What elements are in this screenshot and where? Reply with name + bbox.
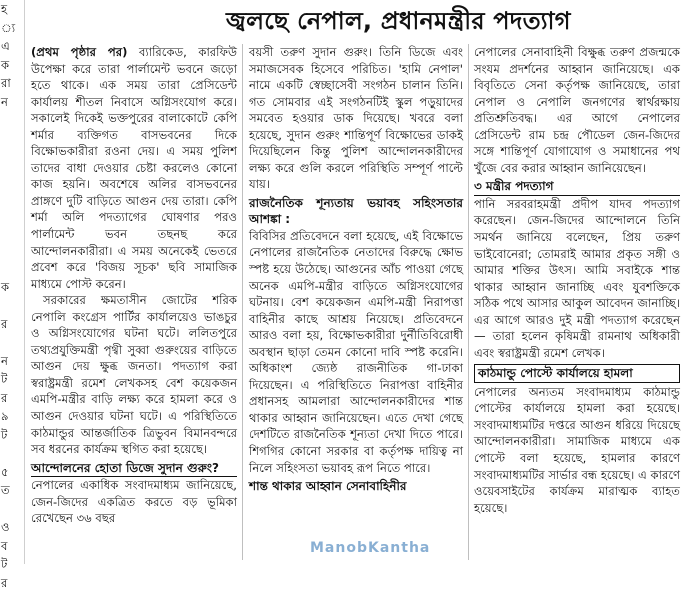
strip-fragment: র [0,315,24,334]
article-column-2 [249,44,463,562]
strip-fragment [0,500,24,519]
strip-fragment [0,130,24,149]
subheading: শান্ত থাকার আহ্বান সেনাবাহিনীর [249,478,463,495]
strip-fragment: ন [0,352,24,371]
watermark-logo: ManobKantha [310,540,430,556]
strip-fragment: র [0,574,24,592]
subheading: কাঠমান্ডু পোস্টে কার্যালয়ে হামলা [474,364,680,383]
strip-fragment [0,241,24,260]
strip-fragment: ক [0,278,24,297]
subheading: আন্দোলনের হোতা ডিজে সুদান গুরুং? [31,460,237,478]
strip-fragment: ্য [0,19,24,38]
column-rule [468,44,469,560]
paragraph: নেপালের একাধিক সংবাদমাধ্যম জানিয়েছে, জেন-জিদের একত্রিত করতে বড় ভূমিকা রেখেছেন ৩৬ বছর [31,477,237,527]
paragraph: নেপালের সেনাবাহিনী বিক্ষুব্ধ তরুণ প্রজন্মকে সংযম প্রদর্শনের আহ্বান জানিয়েছে। এক বিবৃতিতে সেনা কর্তৃপক্ষ জানিয়েছে, তারা নেপাল ও নেপালি জনগণের স্বার্থরক্ষায় প্রতিশ্রুতিবদ্ধ। এর আগে নেপালের প্রেসিডেন্ট রাম চন্দ্র পৌডেল জেন-জিদের সঙ্গে শান্তিপূর্ণ যোগাযোগ ও সমাধানের পথ খুঁজে বের করার আহ্বান জানিয়েছেন। [474,44,680,176]
paragraph: সরকারের ক্ষমতাসীন জোটের শরিক নেপালি কংগ্রেস পার্টির কার্যালয়েও ভাঙচুর ও অগ্নিসংযোগের ঘটনা ঘটে। ললিতপুরে তথ্যপ্রযুক্তিমন্ত্রী পৃথ্বী সুব্বা গুরুংয়ের বাড়িতে আগুন দেয় ক্ষুব্ধ জনতা। পদত্যাগ করা স্বরাষ্ট্রমন্ত্রী রমেশ লেখকসহ বেশ কয়েকজন এমপি-মন্ত্রীর বাড়ি লক্ষ্য করে হামলা করে ও আগুন দেওয়ার ঘটনা ঘটে। এ পরিস্থিতিতে কাঠমান্ডুর আন্তর্জাতিক ত্রিভুবন বিমানবন্দরে সব ধরনের কার্যক্রম স্থগিত করা হয়েছে। [31,292,237,457]
strip-fragment [0,204,24,223]
strip-fragment [0,222,24,241]
paragraph [31,44,237,292]
strip-fragment: ৯ [0,407,24,426]
strip-fragment: ট [0,426,24,445]
continuation-lead: (প্রথম পৃষ্ঠার পর) [31,45,127,59]
subheading: রাজনৈতিক শূন্যতায় ভয়াবহ সহিংসতার আশঙ্কা : [249,195,463,228]
strip-fragment [0,111,24,130]
strip-fragment: এ [0,37,24,56]
strip-fragment: ও [0,518,24,537]
strip-fragment [0,259,24,278]
paragraph: নেপালের অন্যতম সংবাদমাধ্যম কাঠমান্ডু পোস্টের কার্যালয়ে হামলা করা হয়েছে। সংবাদমাধ্যমটির দপ্তরে আগুন ধরিয়ে দিয়েছে আন্দোলনকারীরা। সামাজিক মাধ্যমে এক পোস্টে বলা হয়েছে, হামলার কারণে সংবাদমাধ্যমটির সার্ভার বন্ধ হয়েছে। এ কারণে ওয়েবসাইটের কার্যক্রম মারাত্মক ব্যাহত হয়েছে। [474,384,680,516]
paragraph: বিবিসির প্রতিবেদনে বলা হয়েছে, এই বিক্ষোভে নেপালের রাজনৈতিক নেতাদের বিরুদ্ধে ক্ষোভ স্পষ্ট হয়ে উঠেছে। আগুনের আঁচ পাওয়া গেছে অনেক এমপি-মন্ত্রীর বাড়িতে অগ্নিসংযোগের ঘটনায়। বেশ কয়েকজন এমপি-মন্ত্রী নিরাপত্তা বাহিনীর কাছে আশ্রয় নিয়েছে। প্রতিবেদনে আরও বলা হয়, বিক্ষোভকারীরা দুর্নীতিবিরোধী অবস্থান ছাড়া তেমন কোনো দাবি স্পষ্ট করেনি। অধিকাংশ জ্যেষ্ঠ রাজনীতিক গা-ঢাকা দিয়েছেন। এ পরিস্থিতিতে নিরাপত্তা বাহিনীর প্রধানসহ আমলারা আন্দোলনকারীদের শান্ত থাকার আহ্বান জানিয়েছেন। এতে দেখা গেছে দেশটিতে রাজনৈতিক শূন্যতা দেখা দিতে পারে। শিগগির কোনো সরকার বা কর্তৃপক্ষ দায়িত্ব না নিলে সহিংসতা ভয়াবহ রূপ নিতে পারে। [249,228,463,476]
strip-fragment: ক [0,56,24,75]
strip-fragment [0,185,24,204]
strip-fragment: ট [0,555,24,574]
strip-fragment: হ [0,0,24,19]
strip-fragment: ব [0,537,24,556]
strip-fragment [0,444,24,463]
strip-fragment [0,333,24,352]
strip-fragment [0,148,24,167]
strip-fragment [0,296,24,315]
headline: জ্বলছে নেপাল, প্রধানমন্ত্রীর পদত্যাগ [226,4,666,38]
strip-fragment: র [0,389,24,408]
strip-fragment: ন [0,93,24,112]
column-rule [242,44,243,560]
paragraph-text: ব্যারিকেড, কারফিউ উপেক্ষা করে তারা পার্লামেন্ট ভবনে জড়ো হতে থাকে। এক সময় তারা প্রেসিডেন্ট কার্যালয় শীতল নিবাসে অগ্নিসংযোগ করে। সকালেই দিকেই ভক্তপুরের বালাকোটে কেপি শর্মার ব্যক্তিগত বাসভবনের দিকে বিক্ষোভকারীরা রওনা দেয়। এ সময় পুলিশ তাদের বাধা দেওয়ার চেষ্টা করলেও কোনো কাজ হয়নি। অবশেষে অলির বাসভবনের প্রাঙ্গণে দুটি বাড়িতে আগুন দেয় তারা। কেপি শর্মা অলি পদত্যাগের ঘোষণার পরও পার্লামেন্ট ভবন তছনছ করে আন্দোলনকারীরা। এ সময় অনেকেই ভেতরে প্রবেশ করে 'বিজয় সূচক' ছবি সামাজিক মাধ্যমে পোস্ট করেন। [31,45,237,291]
adjacent-column-strip [0,0,25,564]
subheading: ৩ মন্ত্রীর পদত্যাগ [474,178,680,196]
article-column-1 [31,44,237,562]
paragraph: বয়সী তরুণ সুদান গুরুং। তিনি ডিজে এবং সমাজসেবক হিসেবে পরিচিত। 'হামি নেপাল' নামে একটি স্বেচ্ছাসেবী সংগঠন চালান তিনি। গত সোমবার এই সংগঠনটিই স্কুল পড়ুয়াদের সমবেত হওয়ার ডাক দিয়েছে। খবরে বলা হয়েছে, সুদান গুরুং শান্তিপূর্ণ বিক্ষোভের ডাকই দিয়েছিলেন কিন্তু পুলিশ আন্দোলনকারীদের লক্ষ্য করে গুলি করলে পরিস্থিতি সম্পূর্ণ পাল্টে যায়। [249,44,463,193]
strip-fragment: ৫ [0,463,24,482]
strip-fragment: ত [0,481,24,500]
strip-fragment [0,167,24,186]
strip-fragment: রা [0,74,24,93]
strip-fragment: ট [0,370,24,389]
paragraph: পানি সরবরাহমন্ত্রী প্রদীপ যাদব পদত্যাগ করেছেন। জেন-জিদের আন্দোলনে তিনি সমর্থন জানিয়ে বলেছেন, প্রিয় তরুণ ভাইবোনেরা; তোমরাই আমার প্রকৃত সঙ্গী ও আমার শক্তির উৎস। আমি সবাইকে শান্ত থাকার আহ্বান জানাচ্ছি এবং যুবশক্তিকে সঠিক পথে আসার আকুল আবেদন জানাচ্ছি। এর আগে আরও দুই মন্ত্রী পদত্যাগ করেছেন— তারা হলেন কৃষিমন্ত্রী রামনাথ অধিকারী এবং স্বরাষ্ট্রমন্ত্রী রমেশ লেখক। [474,196,680,361]
article-column-3 [474,44,680,562]
